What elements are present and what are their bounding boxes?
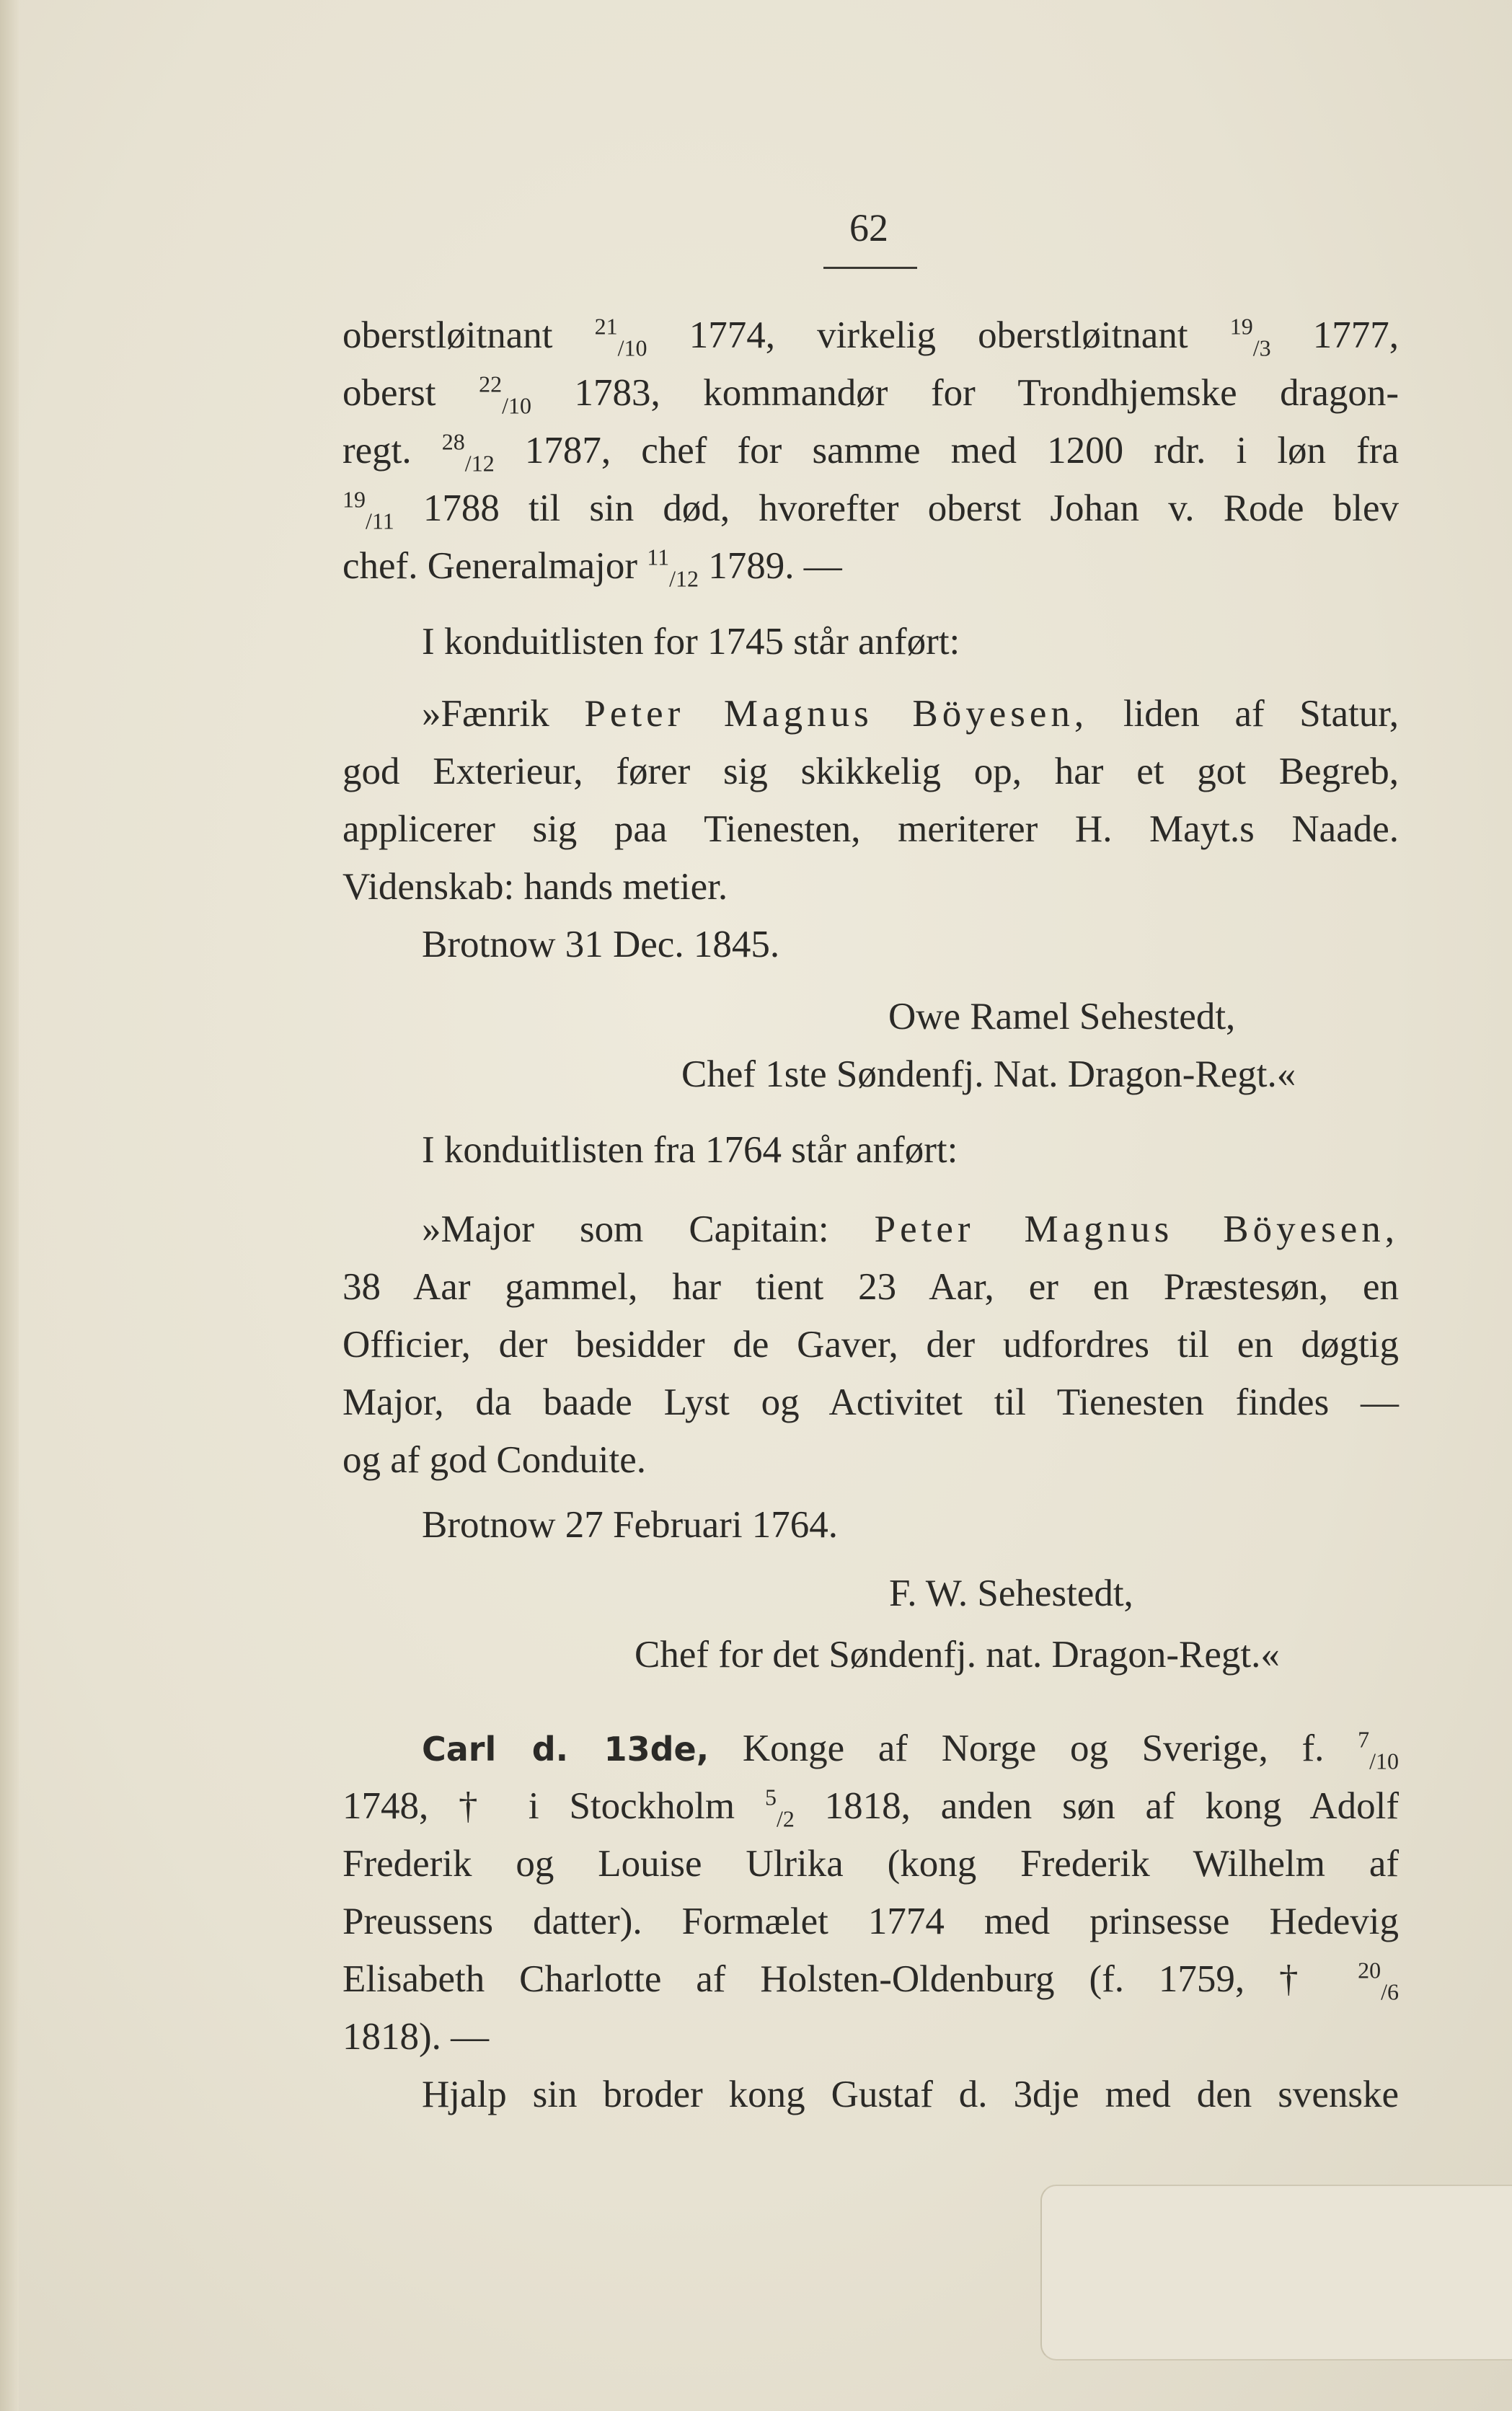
text-line-11: Brotnow 31 Dec. 1845. [422, 924, 780, 965]
text-line-13: Chef 1ste Søndenfj. Nat. Dragon-Regt.« [681, 1053, 1296, 1095]
text-line-14: I konduitlisten fra 1764 står anført: [422, 1129, 958, 1171]
page-spine-shadow [0, 0, 19, 2411]
text-line-19: og af god Conduite. [342, 1439, 646, 1481]
text-line-2: oberst $^{22}_{/10}$ 1783, kommandør for Trondhjemske dragon- [342, 371, 1400, 419]
spaced-name: Peter Magnus Böyesen, [874, 1208, 1400, 1250]
page-number-rule [823, 267, 917, 269]
text-line-18: Major, da baade Lyst og Activitet til Tienesten findes — [342, 1381, 1399, 1423]
text-line-15: »Major som Capitain: Peter Magnus Böyesen, [422, 1208, 1400, 1250]
text-line-27: Elisabeth Charlotte af Holsten-Oldenburg (f. 1759, † $^{20}_{/6}$ [342, 1957, 1399, 2005]
text-line-29: Hjalp sin broder kong Gustaf d. 3dje med den svenske [422, 2074, 1399, 2115]
spaced-name: Peter Magnus Böyesen, [584, 693, 1089, 735]
text-line-9: applicerer sig paa Tienesten, meriterer H. Mayt.s Naade. [342, 808, 1399, 850]
text-line-20: Brotnow 27 Februari 1764. [422, 1504, 839, 1546]
entry-heading: Carl d. 13de, [422, 1730, 709, 1769]
text-line-5: chef. Generalmajor $^{11}_{/12}$ 1789. — [342, 544, 842, 592]
text-line-4: $^{19}_{/11}$ 1788 til sin død, hvorefter oberst Johan v. Rode blev [342, 486, 1399, 534]
text-line-24: 1748, † i Stockholm $^5_{/2}$ 1818, anden søn af kong Adolf [342, 1784, 1400, 1832]
text-line-3: regt. $^{28}_{/12}$ 1787, chef for samme med 1200 rdr. i løn fra [342, 428, 1400, 477]
text-line-25: Frederik og Louise Ulrika (kong Frederik Wilhelm af [342, 1843, 1399, 1885]
text-line-6: I konduitlisten for 1745 står anført: [422, 621, 960, 663]
text-line-23: Carl d. 13de, Konge af Norge og Sverige, f. $^7_{/10}$ [422, 1726, 1400, 1774]
text-line-10: Videnskab: hands metier. [342, 866, 728, 908]
text-line-1: oberstløitnant $^{21}_{/10}$ 1774, virkelig oberstløitnant $^{19}_{/3}$ 1777, [342, 313, 1400, 361]
text-line-17: Officier, der besidder de Gaver, der udfordres til en døgtig [342, 1324, 1399, 1366]
page-number: 62 [849, 206, 888, 249]
text-line-21: F. W. Sehestedt, [889, 1572, 1133, 1614]
text-line-26: Preussens datter). Formælet 1774 med prinsesse Hedevig [342, 1901, 1399, 1942]
text-line-22: Chef for det Søndenfj. nat. Dragon-Regt.« [635, 1634, 1280, 1676]
text-line-28: 1818). — [342, 2016, 490, 2058]
text-line-16: 38 Aar gammel, har tient 23 Aar, er en Præstesøn, en [342, 1266, 1399, 1308]
text-line-8: god Exterieur, fører sig skikkelig op, har et got Begreb, [342, 751, 1399, 792]
text-line-7: »Fænrik Peter Magnus Böyesen, liden af Statur, [422, 693, 1400, 735]
text-line-12: Owe Ramel Sehestedt, [888, 996, 1236, 1038]
paper-slip-edge [1040, 2185, 1512, 2361]
